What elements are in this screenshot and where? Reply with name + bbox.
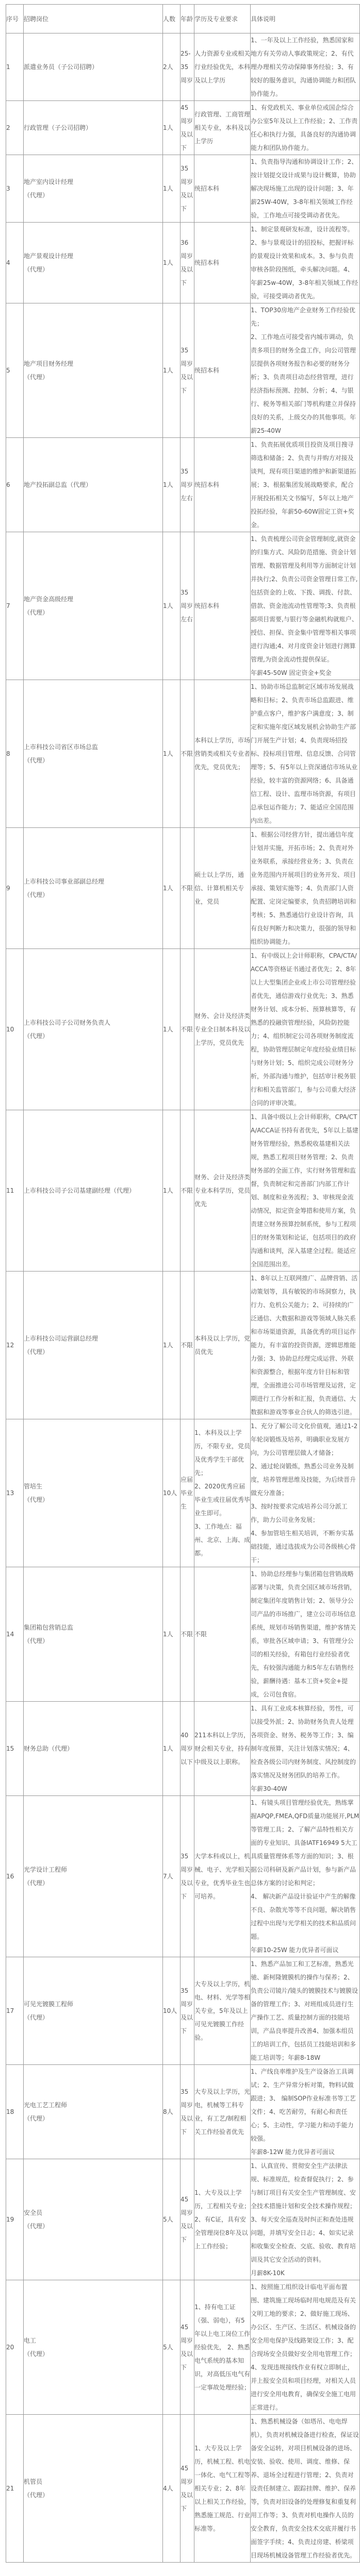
cell-seq: 18: [6, 2065, 24, 2159]
cell-count: 1人: [163, 949, 181, 1110]
cell-details: 1、协助总经理参与集团箱包营销战略部署与决策，负责全国区域市场营销，制定集团年度销售计划；2、领导分公司产品的市场推广，建立公司市场信息系统，规划市场销售渠道，维护客情关系，审批各区域申请；3、有管理分公司的相关经验，有箱包行业经验者优先，有较强沟通能力和5年左右销售经验，薪酬待遇：基本工资+奖金+提成，公司包食宿。: [251, 1567, 360, 1702]
cell-age: 45周岁及以下: [181, 2415, 194, 2563]
cell-position: 财务总助（代理）: [24, 1702, 163, 1796]
cell-count: 2人: [163, 33, 181, 101]
cell-count: 4人: [163, 2415, 181, 2563]
cell-position: 光学设计工程师 （代理）: [24, 1796, 163, 1957]
cell-seq: 21: [6, 2415, 24, 2563]
cell-education: 本科以上学历，市场营销类或相关专业者优先，党员优先；: [194, 680, 251, 828]
header-count: 人数: [163, 5, 181, 33]
cell-count: 1人: [163, 101, 181, 155]
cell-education: 行政管理、工商管理相关专业，本科及以上学历: [194, 101, 251, 155]
cell-age: 45周岁及以下: [181, 101, 194, 155]
cell-age: 35周岁及以下: [181, 1796, 194, 1957]
cell-seq: 19: [6, 2159, 24, 2280]
cell-details: 1、8年以上互联网推广、品牌营销、活动策划等，具有敏锐的市场洞察力，执行力、危机公关能力；2、可持续的广泛通信、大数据和游戏等领域人脉关系和市场渠道资源，具备优秀的项目运作能力，有丰富的投资资源，逻辑思维能力强；3、协助总经理完成运营、外联和资源整合，根据年度方针目标和管理，全面推进公司市场管理及运营，定期进行工作分析和汇报，负责通信、大数据和游戏等事业合伙人的筛选引进。: [251, 1272, 360, 1419]
cell-education: 财务、会计及经济类专业全日制本科及以上学历，党员优先: [194, 949, 251, 1110]
table-row: [6, 438, 360, 532]
header-education: 学历及专业要求: [194, 5, 251, 33]
cell-position: 上市科技公司事业部副总经理 （代理）: [24, 828, 163, 949]
cell-details: 1、具有工业成本核算经验，男性，可以接受外派；2、协助财务负责人处理各项资金、财务、税务等工作；3、编制年度预算，关注计划落实情况；4、检查各级公司内财务制度、风控制度的落实情况及财务团队的培养工作。 年薪30-40W: [251, 1702, 360, 1796]
cell-age: 不限: [181, 949, 194, 1110]
cell-count: 1人: [163, 223, 181, 303]
cell-position: 地产室内设计经理 （代理）: [24, 155, 163, 223]
cell-count: 7人: [163, 1796, 181, 1957]
cell-seq: 3: [6, 155, 24, 223]
cell-education: 人力资源专业或相关行业经验优先，本科及以上学历: [194, 33, 251, 101]
cell-seq: 9: [6, 828, 24, 949]
cell-seq: 17: [6, 1957, 24, 2065]
table-row: [6, 532, 360, 680]
cell-count: 1人: [163, 532, 181, 680]
cell-seq: 8: [6, 680, 24, 828]
cell-age: 35周岁及以下: [181, 2065, 194, 2159]
recruitment-table: [6, 4, 360, 2563]
cell-education: 统招本科: [194, 223, 251, 303]
cell-age: 不限: [181, 680, 194, 828]
table-row: [6, 828, 360, 949]
cell-age: 45周岁及以下: [181, 2280, 194, 2415]
table-row: [6, 33, 360, 101]
cell-education: 财务、会计及经济类专业本科学历，党员优先: [194, 1110, 251, 1272]
cell-position: 可见光镀膜工程师 （代理）: [24, 1957, 163, 2065]
table-row: [6, 155, 360, 223]
table-row: [6, 1702, 360, 1796]
cell-count: 5人: [163, 2280, 181, 2415]
cell-seq: 11: [6, 1110, 24, 1272]
table-row: [6, 680, 360, 828]
cell-details: 1、熟悉产品加工和工艺标准，熟悉光驰、新柯隆镀膜机的操作与保养；2、负责公司镜片/镜头的镀膜技术与镀膜设备的管理工作；3、对班组成员进行生产操作工艺、质量控制方面的技能培训，产品良率提升改善4、加强本组员工的培训工作，包括员工技能培训和多能工培训等；年薪8-18W: [251, 1957, 360, 2065]
table-row: [6, 2065, 360, 2159]
cell-count: 1人: [163, 1110, 181, 1272]
cell-position: 派遣业务员（子公司招聘）: [24, 33, 163, 101]
cell-position: 集团箱包营销总监 （代理）: [24, 1567, 163, 1702]
cell-education: 本科及以上学历，党员优先: [194, 1272, 251, 1419]
table-row: [6, 1796, 360, 1957]
cell-seq: 20: [6, 2280, 24, 2415]
cell-seq: 6: [6, 438, 24, 532]
header-seq: 序号: [6, 5, 24, 33]
cell-count: 10人: [163, 1419, 181, 1567]
cell-education: 大学本科或以上，机械、电子、光学相关专业，优秀毕业生也可培养。: [194, 1796, 251, 1957]
cell-details: 1、负责梳理公司资金管理制度,就资金的归集方式、风险防范措施、资金计划管理、数据管理及利用等方面制定计划并执行;2、负责公司资金管理日常工作,包括资金的上收、下拨、调拨、付款、借款、资金池流动性管理等;3、负责根据项目需要,与银行等金融机构就账户、授信、担保、资金集中管理等相关事项进行沟通;4、对月度资金计划进行测算管理,为资金流动性提供保证。 年薪45-50W 固定资金+奖金: [251, 532, 360, 680]
cell-position: 地产投拓副总监（代理）: [24, 438, 163, 532]
cell-details: 1、根据公司经营方针，提出通信年度计划并实施，开拓市场；2、负责对外业务联系，承接经营业务；3、负责在业务范围内开展项目的业务开发、项目承接、策划实施等；4、负责部门人资配置、定岗定编要求，负责招聘培训和考核；5、熟悉通信行业设计咨询，具有良好判断力和决策力，很强的领导和组织协调能力。: [251, 828, 360, 949]
cell-education: 211本科以上学历，财会相关专业，持有中级及以上职称。: [194, 1702, 251, 1796]
cell-seq: 1: [6, 33, 24, 101]
cell-education: 统招本科: [194, 303, 251, 438]
cell-education: 1、持有电工证（强、弱电），有5年以上电工岗位工作经验优先， 2、熟悉电气系统的基本知识，对高低压电气有一定事故处理经验；: [194, 2280, 251, 2415]
cell-seq: 2: [6, 101, 24, 155]
table-body: [6, 33, 360, 2563]
cell-count: 1人: [163, 1702, 181, 1796]
table-row: [6, 2280, 360, 2415]
cell-age: 不限: [181, 1272, 194, 1419]
cell-count: 1人: [163, 438, 181, 532]
cell-seq: 5: [6, 303, 24, 438]
cell-details: 1、有镜头项目管理经验优先，熟练掌握APQP,FMEA,QFD质量功能展开,PLM等管理工具；2、了解产品特性相关方面的专业知识、具备IATF16949 5大工具质量管理体系等方面的知识；3、根据公司科研及新产品计划，参与新产品总体方案的讨论和判定； 4、 解决新产品设计验证中产生的解像不良、杂散光等等不良问题，解决销售过程中出现与光学相关的技术和品质问题。 年薪10-25W 能力优异者可面议: [251, 1796, 360, 1957]
cell-details: 1、有党政机关、事业单位或国企综合办公室5年及以上工作经验；2、工作责任心和执行力强，具备良好的沟通协调能力和团队协作能力。: [251, 101, 360, 155]
cell-details: 1、负责指导沟通和协调设计工作；2、按计划提交设计成果与设计概算，协助解决现场施工出现的设计问题；3、年薪25W-40W，3-8年相关领域工作经验，工作地点可接受调动者优先。: [251, 155, 360, 223]
cell-education: 硕士以上学历，通信、计算机相关专业，党员: [194, 828, 251, 949]
cell-details: 1、产线良率维护及生产设备治工具调试；2、生产异常分析对策，物料试做跟进；3、 编制SOP作业标准书等工艺文件；4、吃苦耐劳，有耐心和责任心；5、主动性，学习能力和动手能力较强。 年薪8-12W 能力优异者可面议: [251, 2065, 360, 2159]
cell-position: 安全员 （代理）: [24, 2159, 163, 2280]
table-row: [6, 303, 360, 438]
table-row: [6, 1419, 360, 1567]
table-row: [6, 1567, 360, 1702]
cell-position: 电工 （代理）: [24, 2280, 163, 2415]
cell-details: 1、负责拓展优质项目投资及项目搜寻筛选和储备；2、负责与并购方对接及谈判，现有项目渠道的维护和新渠道拓展；3、根据集团发展战略要求，配合开展投拓相关文书编写，5年以上地产投拓经验，年薪50-60W固定工资+奖金。: [251, 438, 360, 532]
cell-seq: 10: [6, 949, 24, 1110]
cell-position: 上市科技公司子公司财务负责人 （代理）: [24, 949, 163, 1110]
cell-count: 5人: [163, 2159, 181, 2280]
cell-position: 上市科技公司运营副总经理 （代理）: [24, 1272, 163, 1419]
cell-education: 不限: [194, 1567, 251, 1702]
cell-count: 8人: [163, 2065, 181, 2159]
cell-age: 35周岁及以下: [181, 303, 194, 438]
cell-position: 地产项目财务经理 （代理）: [24, 303, 163, 438]
cell-age: 40周岁以下: [181, 1702, 194, 1796]
cell-details: 1、具备中级以上会计师职称，CPA/CTA/ACCA证书持有者优先，5年以上基建财务管理经验，熟悉税收基建相关法规，熟悉工程项目财务管理；2、负责财务部的全面工作，实行财务管理和监督，负责制定和完善部门内部工作计划、制度和业务流程；3、审核现金流动情况，拟定资金筹措和使用方案，负责建立财务预算控制系统，参与工程项目的财务策划和论证，包括项目的政府沟通和谈判，深入基建全过程。能适应全国范围出差。: [251, 1110, 360, 1272]
cell-position: 机管员 （代理）: [24, 2415, 163, 2563]
cell-age: 不限: [181, 1567, 194, 1702]
cell-details: 1、协助市场总监制定区域市场发展战略和目标；2、负责市场总监跟进、维护重点客户，维护客户满意度；3、制定和实施年度区域发展机会协助生产部门开展生产计划；4、负责现场招投标、投标项目管理、信息反馈、合同管理等；5、有5年以上资深通信市场从业经验，较丰富的资源网络；6、具备通信工程、设计、监理市场资源，有项目总承包运作能力；7、能适应全国范围内出差。: [251, 680, 360, 828]
table-row: [6, 949, 360, 1110]
header-details: 具体说明: [251, 5, 360, 33]
cell-position: 地产资金高级经理 （代理）: [24, 532, 163, 680]
cell-education: 大专及以上学历，光电，机械等工科专业，有工艺/制程相关工作经验者优先: [194, 2065, 251, 2159]
cell-count: 1人: [163, 155, 181, 223]
cell-position: 行政管理（子公司招聘）: [24, 101, 163, 155]
cell-education: 统招本科: [194, 155, 251, 223]
cell-education: 1、大专及以上学历，工程相关专业；2、有C证，具有安全管理岗位8年及以上工作经验；: [194, 2159, 251, 2280]
cell-position: 管培生 （代理）: [24, 1419, 163, 1567]
cell-age: 36周岁及以下: [181, 223, 194, 303]
table-header-row: [6, 5, 360, 33]
cell-details: 1、熟悉机械设备（如塔吊、电电焊机），负责对机械设备进行检查，保证设备安全运转，对项目机械设备的进场、安装、验收、使用、调度、维修、保养、退场全过程进行管理；2、负责对设责任制建立、跟踪挂牌、维护、保养等，负责对旧设备的处理修复和重复利用工作等；3、负责对机电操作人员的安全教育，负责安全技术交底并履行书面签字手续；4、负责过房建、桥梁项目现场机械设备管理工作经验者优先。: [251, 2415, 360, 2563]
table-row: [6, 2415, 360, 2563]
cell-details: 1、认真宣传、贯彻安全生产法律法规、标准规范，检查督促执行；2、参与制订项目有关安全生产管理制度、安全技术措施计划和安全技术操作规程；3、每天安全巡查及时纠正和查处违规问题，并填写安全日志；4、如实记录和收集安全检查、交底、验收、教育培训及其它安全活动的资料。 月薪8K-10K: [251, 2159, 360, 2280]
table-row: [6, 223, 360, 303]
cell-education: 大专及以上学历，机电、材料、光学等相关专业，5年及以上可见光镀膜工作经验。: [194, 1957, 251, 2065]
cell-seq: 16: [6, 1796, 24, 1957]
table-row: [6, 1957, 360, 2065]
cell-age: 25-35周岁: [181, 33, 194, 101]
table-row: [6, 101, 360, 155]
cell-seq: 14: [6, 1567, 24, 1702]
cell-age: 不限: [181, 1110, 194, 1272]
cell-count: 1人: [163, 680, 181, 828]
header-position: 招聘岗位: [24, 5, 163, 33]
cell-details: 1、按照施工组织设计临电平面布置图、建筑施工现场临时用电规范及有关文明工地的要求；2、做好施工现场、办公区、生产区、生活区、机械设备的安全用电保护及线路架设工作；3、配合现场安全员做好安全用电管理工作；4、发现违规接线作业有权立即制止，并上报安全员和项目经理，对相关人员进行安全用电教育，确保安全施工电用正常进行。: [251, 2280, 360, 2415]
cell-count: 10人: [163, 1957, 181, 2065]
cell-education: 1、本科及以上学历，不限专业，党员及优秀学生干部优先； 2、2020优秀应届毕业生或往届优秀毕业生即可。 3、工作地点：福州、北京、上海、成都。: [194, 1419, 251, 1567]
cell-position: 上市科技公司子公司基建副经理（代理）: [24, 1110, 163, 1272]
cell-details: 1、充分了解公司文化价值观，通过1-2年轮岗锻炼及培养，明确职业发展方向，为公司管理层做人才储备； 2、通过轮岗锻炼，熟悉公司业务及制度，培养管理思维及技能，为后续晋升做充分准备； 3、按时按要求完成培养公司分派工作，助力公司业务发展； 4、参加管培生相关培训，不断夯实基础技能，通过选拔成为公司各级核心骨干；: [251, 1419, 360, 1567]
cell-seq: 4: [6, 223, 24, 303]
cell-seq: 7: [6, 532, 24, 680]
cell-age: 45周岁及以下: [181, 2159, 194, 2280]
cell-age: 35周岁及以下: [181, 1957, 194, 2065]
cell-seq: 12: [6, 1272, 24, 1419]
cell-education: 统招本科: [194, 438, 251, 532]
cell-age: 应届毕业生: [181, 1419, 194, 1567]
cell-position: 上市科技公司省区市场总监 （代理）: [24, 680, 163, 828]
cell-education: 统招本科: [194, 532, 251, 680]
cell-details: 1、TOP30房地产企业财务工作经验优先； 2、工作地点可接受省内城市调动，负责多项目的财务全盘工作，向公司管理层提供各项财务报告和必要的财务分析；3、负责项目动态经营管理，进行经济指标预测、控制、分析；4、与银行、税务等相关部门等机构建立并保持良好的关系，上级交办的其他事项。年薪25-40W: [251, 303, 360, 438]
cell-age: 不限: [181, 828, 194, 949]
cell-age: 35周岁及以下: [181, 155, 194, 223]
cell-education: 1、大专及以上学历，机械工程、机电一体化、电气工程等相关专业；2、8年以上相关工作经验，熟悉施工规范、行业标准等。: [194, 2415, 251, 2563]
cell-details: 1、制定景观研发标准，设计流程等。2、参与景观设计的招投标，把握评标的景观设计效果和成本。3、参与负责审核各阶段图纸，牵头解决问题。4、年薪25w-40W，3-8年相关领域工作经验，可接受调动者优先。: [251, 223, 360, 303]
cell-details: 1、一年及以上工作经验，熟悉国家和地方有关劳动人事政策规定；2、有代理办理相关劳动保障事务经验；3、有较好的服务意识，沟通协调能力和团队协作能力。: [251, 33, 360, 101]
cell-count: 1人: [163, 303, 181, 438]
table-row: [6, 1110, 360, 1272]
cell-seq: 13: [6, 1419, 24, 1567]
cell-position: 光电工艺工程师 （代理）: [24, 2065, 163, 2159]
cell-details: 1、有中级以上会计师职称，CPA/CTA/ACCA等资格证书通过者优先；2、8年以上大型集团企业或上市公司管理经验者优先，通信游戏行业优先；3、熟悉财务计划、成本分析、预算核算等，有熟悉的投融资管理经验，风险防控能力；4、组织制定公司各项财务制度流程，协助管理层制定年度经验业绩目标与财务计划；5、组织完成公司财务分析，外部沟通与维护，包括审计税务银行和相关监管部门，参与公司重大经济合同的评审决策。: [251, 949, 360, 1110]
cell-count: 1人: [163, 828, 181, 949]
table-row: [6, 2159, 360, 2280]
cell-count: 1人: [163, 1272, 181, 1419]
header-age: 年龄: [181, 5, 194, 33]
table-row: [6, 1272, 360, 1419]
cell-position: 地产景观设计经理 （代理）: [24, 223, 163, 303]
cell-count: 1人: [163, 1567, 181, 1702]
cell-age: 35周岁左右: [181, 532, 194, 680]
cell-age: 35周岁左右: [181, 438, 194, 532]
cell-seq: 15: [6, 1702, 24, 1796]
